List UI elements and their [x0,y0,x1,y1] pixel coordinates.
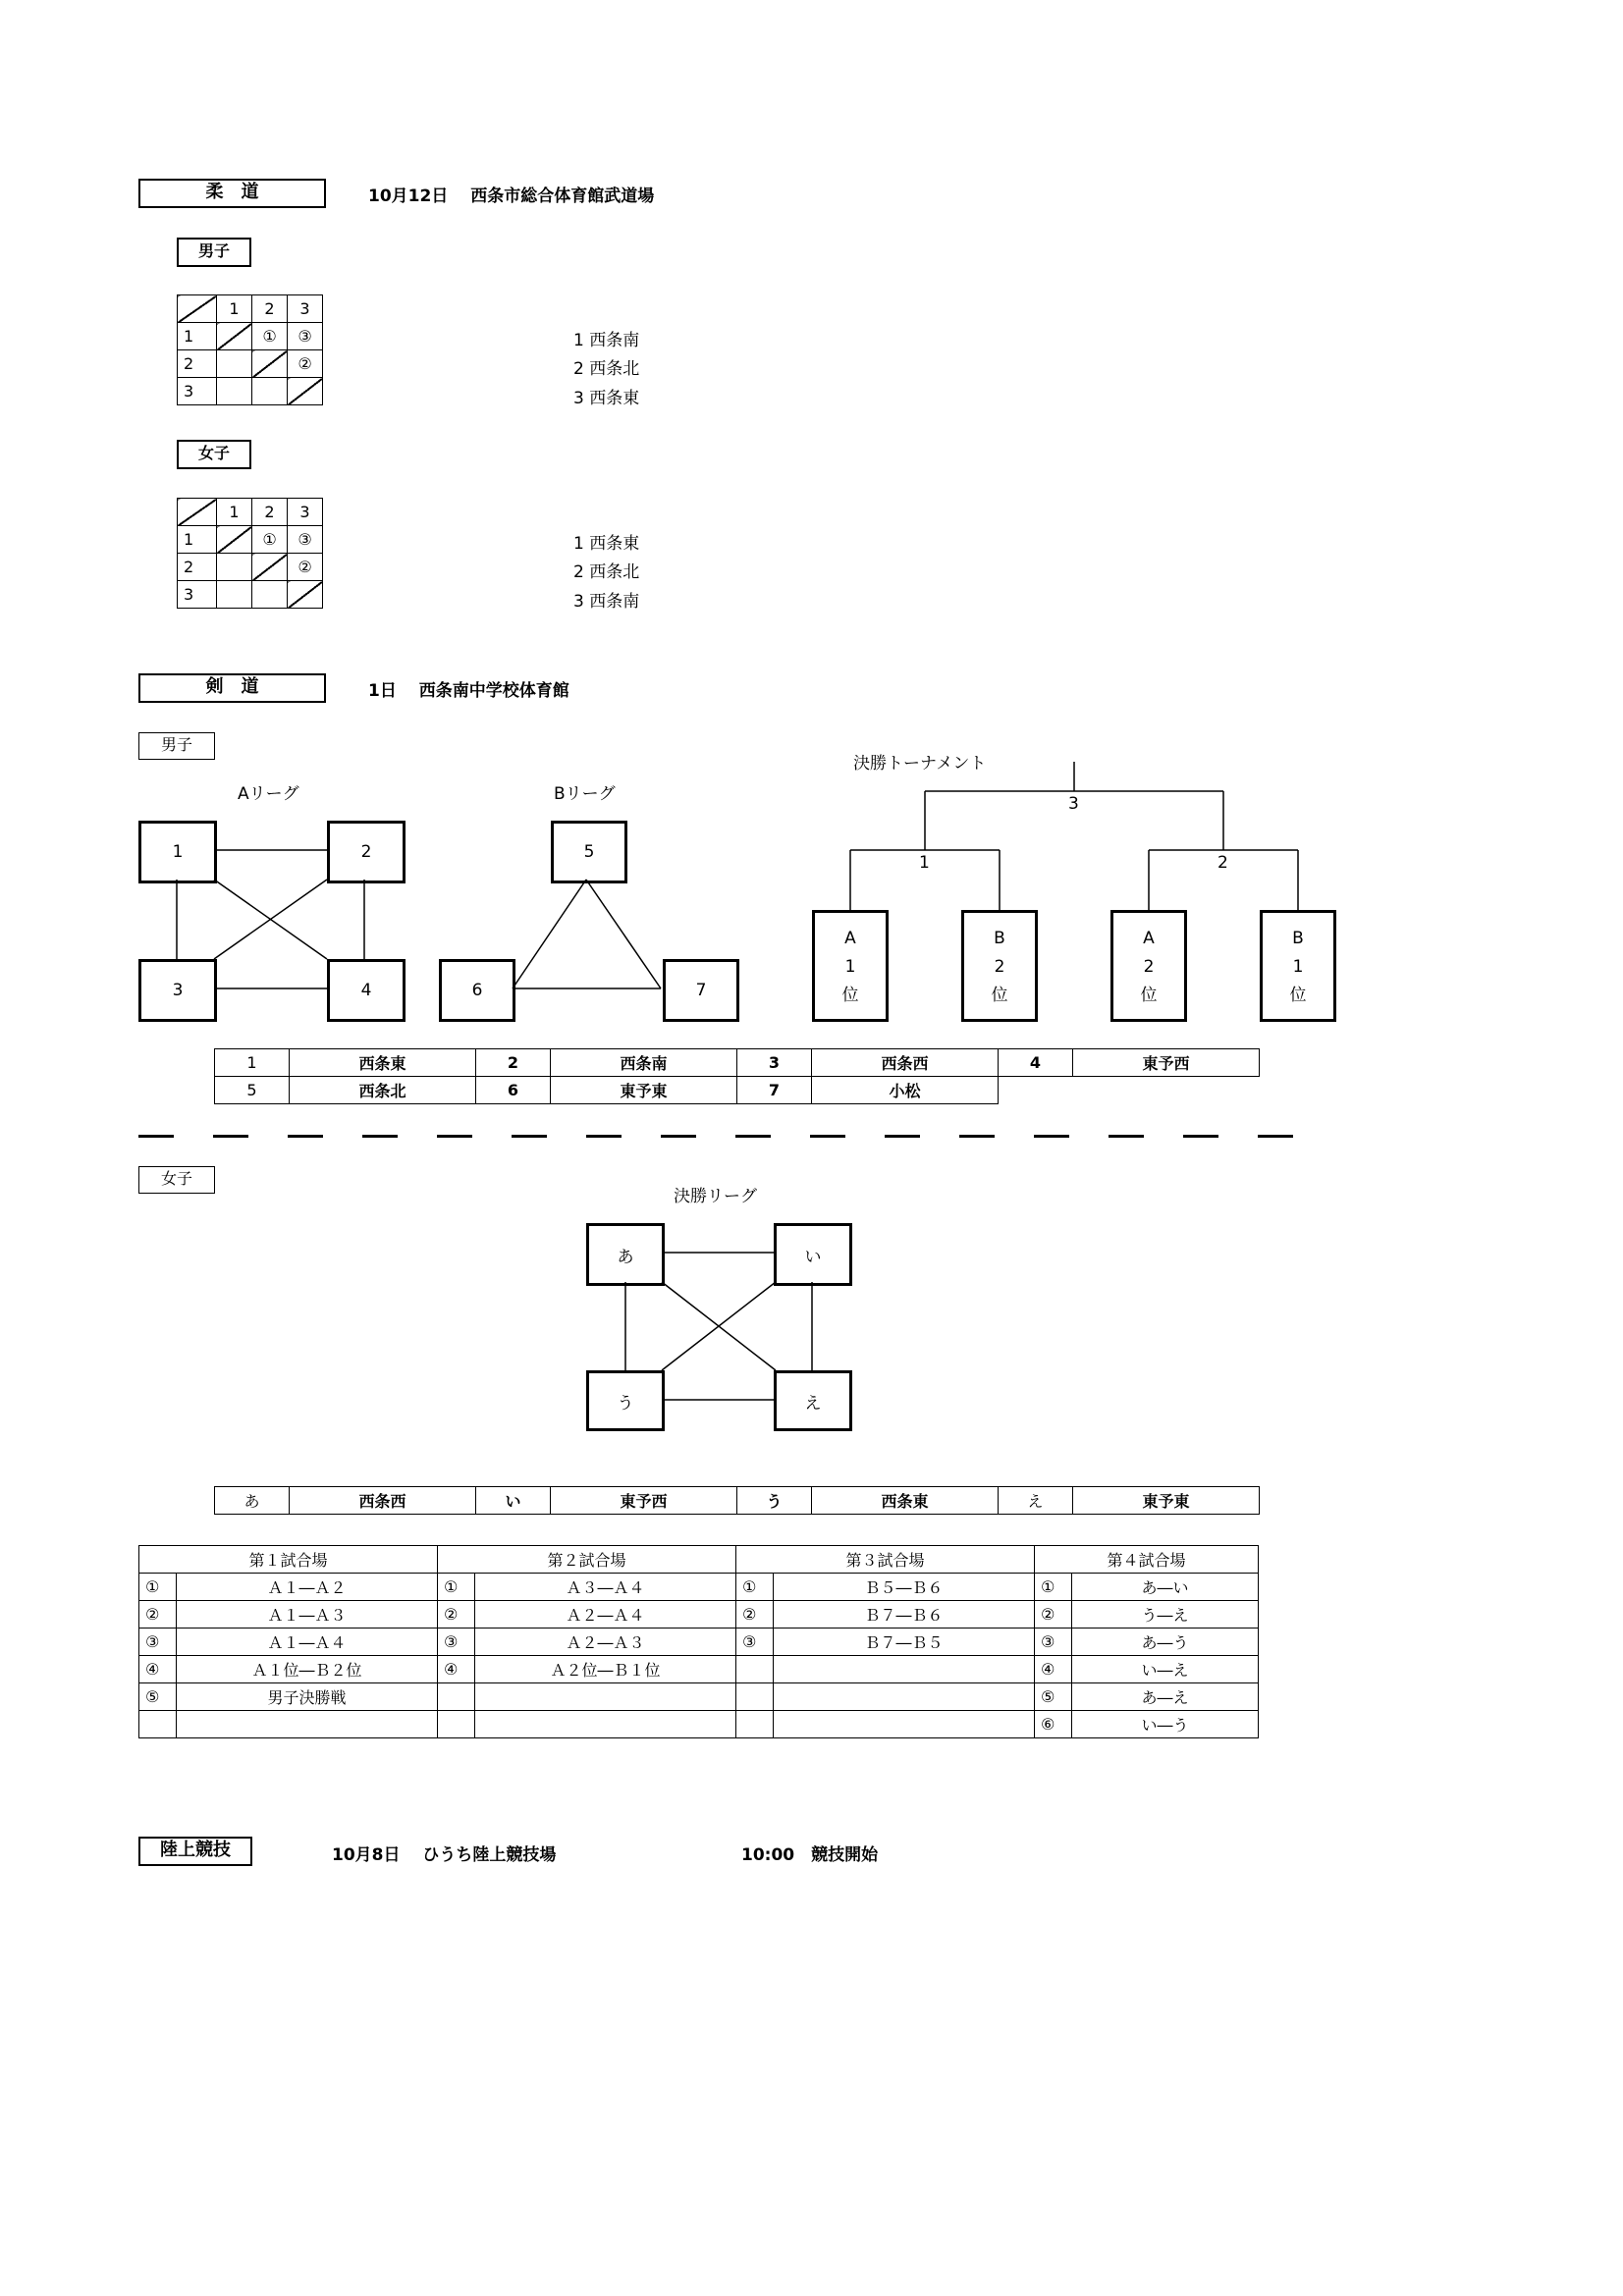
team-name: 東予東 [551,1077,737,1104]
kendo-boys-label: 男子 [138,732,215,760]
match-num: ③ [139,1629,177,1656]
athletics-date-venue: 10月8日 ひうち陸上競技場 [332,1845,557,1865]
table-row [139,1546,1259,1574]
match-pairing: Ａ１位―Ｂ２位 [177,1656,438,1683]
match-num: ④ [139,1656,177,1683]
match-num: ④ [438,1656,475,1683]
team-num: 6 [476,1077,551,1104]
team-name: 東予西 [1073,1049,1260,1077]
league-a-node: 3 [138,959,217,1022]
match-pairing [475,1683,736,1711]
tournament-slot-box: A 1 位 [812,910,889,1022]
kendo-date-venue: 1日 西条南中学校体育館 [368,681,569,701]
girls-league-node: え [774,1370,852,1431]
tournament-bracket-lines [850,762,1298,910]
match-pairing: Ａ３―Ａ４ [475,1574,736,1601]
judo-girls-label: 女子 [177,440,251,469]
league-a-node: 1 [138,821,217,883]
judo-boys-team: 2 西条北 [573,359,640,379]
league-b-node: 7 [663,959,739,1022]
girls-league-title: 決勝リーグ [674,1187,757,1206]
kendo-section-label: 剣 道 [138,673,326,703]
table-row [139,1656,1259,1683]
judo-boys-team: 1 西条南 [573,331,640,350]
league-a-node: 4 [327,959,406,1022]
match-pairing: い―え [1072,1656,1259,1683]
match-pairing [774,1656,1035,1683]
athletics-section-label: 陸上競技 [138,1837,252,1866]
team-num: 7 [737,1077,812,1104]
team-name: 西条南 [551,1049,737,1077]
matrix-header: 2 [252,499,288,526]
tournament-semi-match-num: 1 [919,853,930,873]
matrix-header: 1 [217,295,252,323]
match-pairing: あ―い [1072,1574,1259,1601]
match-num: ① [736,1574,774,1601]
tournament-slot-box: B 2 位 [961,910,1038,1022]
matrix-cell: ① [252,323,288,350]
match-num: ② [139,1601,177,1629]
table-row [139,1711,1259,1738]
team-name: 西条北 [290,1077,476,1104]
matrix-cell: ① [252,526,288,554]
match-num: ① [139,1574,177,1601]
team-num: う [737,1487,812,1515]
tournament-title: 決勝トーナメント [853,754,987,774]
league-a-title: Aリーグ [238,784,299,804]
team-name: 西条西 [290,1487,476,1515]
team-name: 小松 [812,1077,999,1104]
matrix-cell: ③ [288,526,323,554]
match-num: ⑥ [1035,1711,1072,1738]
judo-date-venue: 10月12日 西条市総合体育館武道場 [368,187,655,206]
match-pairing [475,1711,736,1738]
athletics-start-time: 10:00 競技開始 [741,1845,879,1865]
match-pairing: Ａ２位―Ｂ１位 [475,1656,736,1683]
match-num: ③ [438,1629,475,1656]
kendo-boys-team-table [214,1048,1260,1104]
judo-section-label: 柔 道 [138,179,326,208]
matrix-header: 1 [217,499,252,526]
table-row [215,1487,1260,1515]
league-b-node: 6 [439,959,515,1022]
court-header: 第２試合場 [438,1546,736,1574]
team-name: 西条東 [290,1049,476,1077]
match-num: ⑤ [139,1683,177,1711]
kendo-girls-label: 女子 [138,1166,215,1194]
match-num: ④ [1035,1656,1072,1683]
girls-league-node: あ [586,1223,665,1286]
team-num: 3 [737,1049,812,1077]
match-pairing: 男子決勝戦 [177,1683,438,1711]
match-pairing: Ａ２―Ａ４ [475,1601,736,1629]
match-num: ⑤ [1035,1683,1072,1711]
empty-cell [999,1077,1073,1104]
kendo-match-schedule [138,1545,1259,1738]
table-row [215,1049,1260,1077]
match-num: ② [736,1601,774,1629]
league-b-title: Bリーグ [554,784,616,804]
team-name: 西条東 [812,1487,999,1515]
table-row [139,1601,1259,1629]
court-header: 第３試合場 [736,1546,1035,1574]
table-row [139,1683,1259,1711]
tournament-slot-box: A 2 位 [1110,910,1187,1022]
match-pairing [774,1711,1035,1738]
match-num [139,1711,177,1738]
matrix-row-num: 1 [178,323,217,350]
match-num [736,1656,774,1683]
team-name: 東予西 [551,1487,737,1515]
match-num: ② [438,1601,475,1629]
team-name: 西条西 [812,1049,999,1077]
league-b-node: 5 [551,821,627,883]
match-num [438,1683,475,1711]
judo-boys-label: 男子 [177,238,251,267]
team-num: あ [215,1487,290,1515]
match-num: ① [438,1574,475,1601]
matrix-cell: ③ [288,323,323,350]
team-num: い [476,1487,551,1515]
matrix-row-num: 3 [178,581,217,609]
match-pairing: う―え [1072,1601,1259,1629]
match-num: ① [1035,1574,1072,1601]
matrix-header: 3 [288,499,323,526]
match-pairing: Ａ１―Ａ２ [177,1574,438,1601]
table-row [215,1077,1260,1104]
court-header: 第４試合場 [1035,1546,1259,1574]
league-b-lines [513,880,661,988]
matrix-header: 3 [288,295,323,323]
match-num [438,1711,475,1738]
league-a-node: 2 [327,821,406,883]
table-row [139,1629,1259,1656]
match-pairing [774,1683,1035,1711]
girls-league-node: う [586,1370,665,1431]
team-name: 東予東 [1073,1487,1260,1515]
matrix-row-num: 2 [178,350,217,378]
match-num [736,1683,774,1711]
match-pairing: い―う [1072,1711,1259,1738]
match-pairing [177,1711,438,1738]
matrix-cell: ② [288,554,323,581]
match-pairing: Ｂ７―Ｂ６ [774,1601,1035,1629]
team-num: 4 [999,1049,1073,1077]
match-pairing: Ｂ５―Ｂ６ [774,1574,1035,1601]
matrix-row-num: 3 [178,378,217,405]
matrix-row-num: 1 [178,526,217,554]
tournament-semi-match-num: 2 [1217,853,1228,873]
match-pairing: Ｂ７―Ｂ５ [774,1629,1035,1656]
matrix-header: 2 [252,295,288,323]
court-header: 第１試合場 [139,1546,438,1574]
judo-girls-team: 1 西条東 [573,534,640,554]
team-num: 2 [476,1049,551,1077]
match-pairing: Ａ１―Ａ３ [177,1601,438,1629]
judo-girls-team: 2 西条北 [573,562,640,582]
team-num: 5 [215,1077,290,1104]
judo-boys-team: 3 西条東 [573,389,640,408]
tournament-slot-box: B 1 位 [1260,910,1336,1022]
empty-cell [1073,1077,1260,1104]
match-num: ③ [736,1629,774,1656]
judo-girls-team: 3 西条南 [573,592,640,612]
team-num: え [999,1487,1073,1515]
tournament-final-match-num: 3 [1068,794,1079,814]
matrix-row-num: 2 [178,554,217,581]
match-pairing: あ―う [1072,1629,1259,1656]
table-row [139,1574,1259,1601]
match-num [736,1711,774,1738]
match-num: ② [1035,1601,1072,1629]
kendo-girls-team-table [214,1486,1260,1515]
match-pairing: あ―え [1072,1683,1259,1711]
match-pairing: Ａ２―Ａ３ [475,1629,736,1656]
girls-league-node: い [774,1223,852,1286]
match-num: ③ [1035,1629,1072,1656]
team-num: 1 [215,1049,290,1077]
match-pairing: Ａ１―Ａ４ [177,1629,438,1656]
matrix-cell: ② [288,350,323,378]
